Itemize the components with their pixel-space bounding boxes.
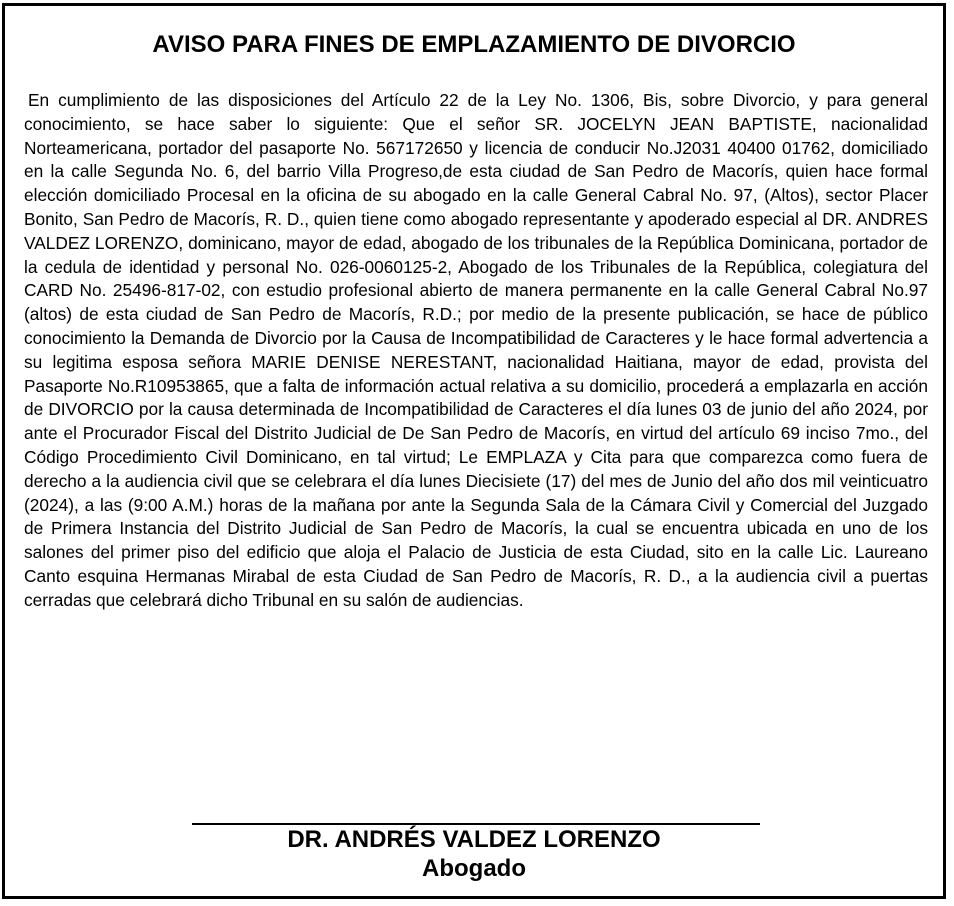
notice-body: En cumplimiento de las disposiciones del Artículo 22 de la Ley No. 1306, Bis, sobre Divorcio, y para general conocimiento, se hace saber lo siguiente: Que el señor SR. JOCELYN JEAN BAPTISTE, nacionalidad Norteamericana, portador del pasaporte No. 567172650 y licencia de conducir No.J2031 40400 01762, domiciliado en la calle Segunda No. 6, del barrio Villa Progreso,de esta ciudad de San Pedro de Macorís, quien hace formal elección domiciliado Procesal en la oficina de su abogado en la calle General Cabral No. 97, (Altos), sector Placer Bonito, San Pedro de Macorís, R. D., quien tiene como abogado representante y apoderado especial al DR. ANDRES VALDEZ LORENZO, dominicano, mayor de edad, abogado de los tribunales de la República Dominicana, portador de la cedula de identidad y personal No. 026-0060125-2, Abogado de los Tribunales de la República, colegiatura del CARD No. 25496-817-02, con estudio profesional abierto de manera permanente en la calle General Cabral No.97 (altos) de esta ciudad de San Pedro de Macorís, R.D.; por medio de la presente publicación, se hace de público conocimiento la Demanda de Divorcio por la Causa de Incompatibilidad de Caracteres y le hace formal advertencia a su legitima esposa señora MARIE DENISE NERESTANT, nacionalidad Haitiana, mayor de edad, provista del Pasaporte No.R10953865, que a falta de información actual relativa a su domicilio, procederá a emplazarla en acción de DIVORCIO por la causa determinada de Incompatibilidad de Caracteres el día lunes 03 de junio del año 2024, por ante el Procurador Fiscal del Distrito Judicial de De San Pedro de Macorís, en virtud del artículo 69 inciso 7mo., del Código Procedimiento Civil Dominicano, en tal virtud; Le EMPLAZA y Cita para que comparezca como fuera de derecho a la audiencia civil que se celebrara el día lunes Diecisiete (17) del mes de Junio del año dos mil veinticuatro (2024), a las (9:00 A.M.) horas de la mañana por ante la Segunda Sala de la Cámara Civil y Comercial del Juzgado de Primera Instancia del Distrito Judicial de San Pedro de Macorís, la cual se encuentra ubicada en uno de los salones del primer piso del edificio que aloja el Palacio de Justicia de esta Ciudad, sito en la calle Lic. Laureano Canto esquina Hermanas Mirabal de esta Ciudad de San Pedro de Macorís, R. D., a la audiencia civil a puertas cerradas que celebrará dicho Tribunal en su salón de audiencias. <box>24 90 928 610</box>
signatory-role: Abogado <box>422 855 526 882</box>
notice-title: AVISO PARA FINES DE EMPLAZAMIENTO DE DIVORCIO <box>152 31 796 58</box>
signatory-name: DR. ANDRÉS VALDEZ LORENZO <box>287 826 661 853</box>
legal-notice <box>2 3 946 899</box>
